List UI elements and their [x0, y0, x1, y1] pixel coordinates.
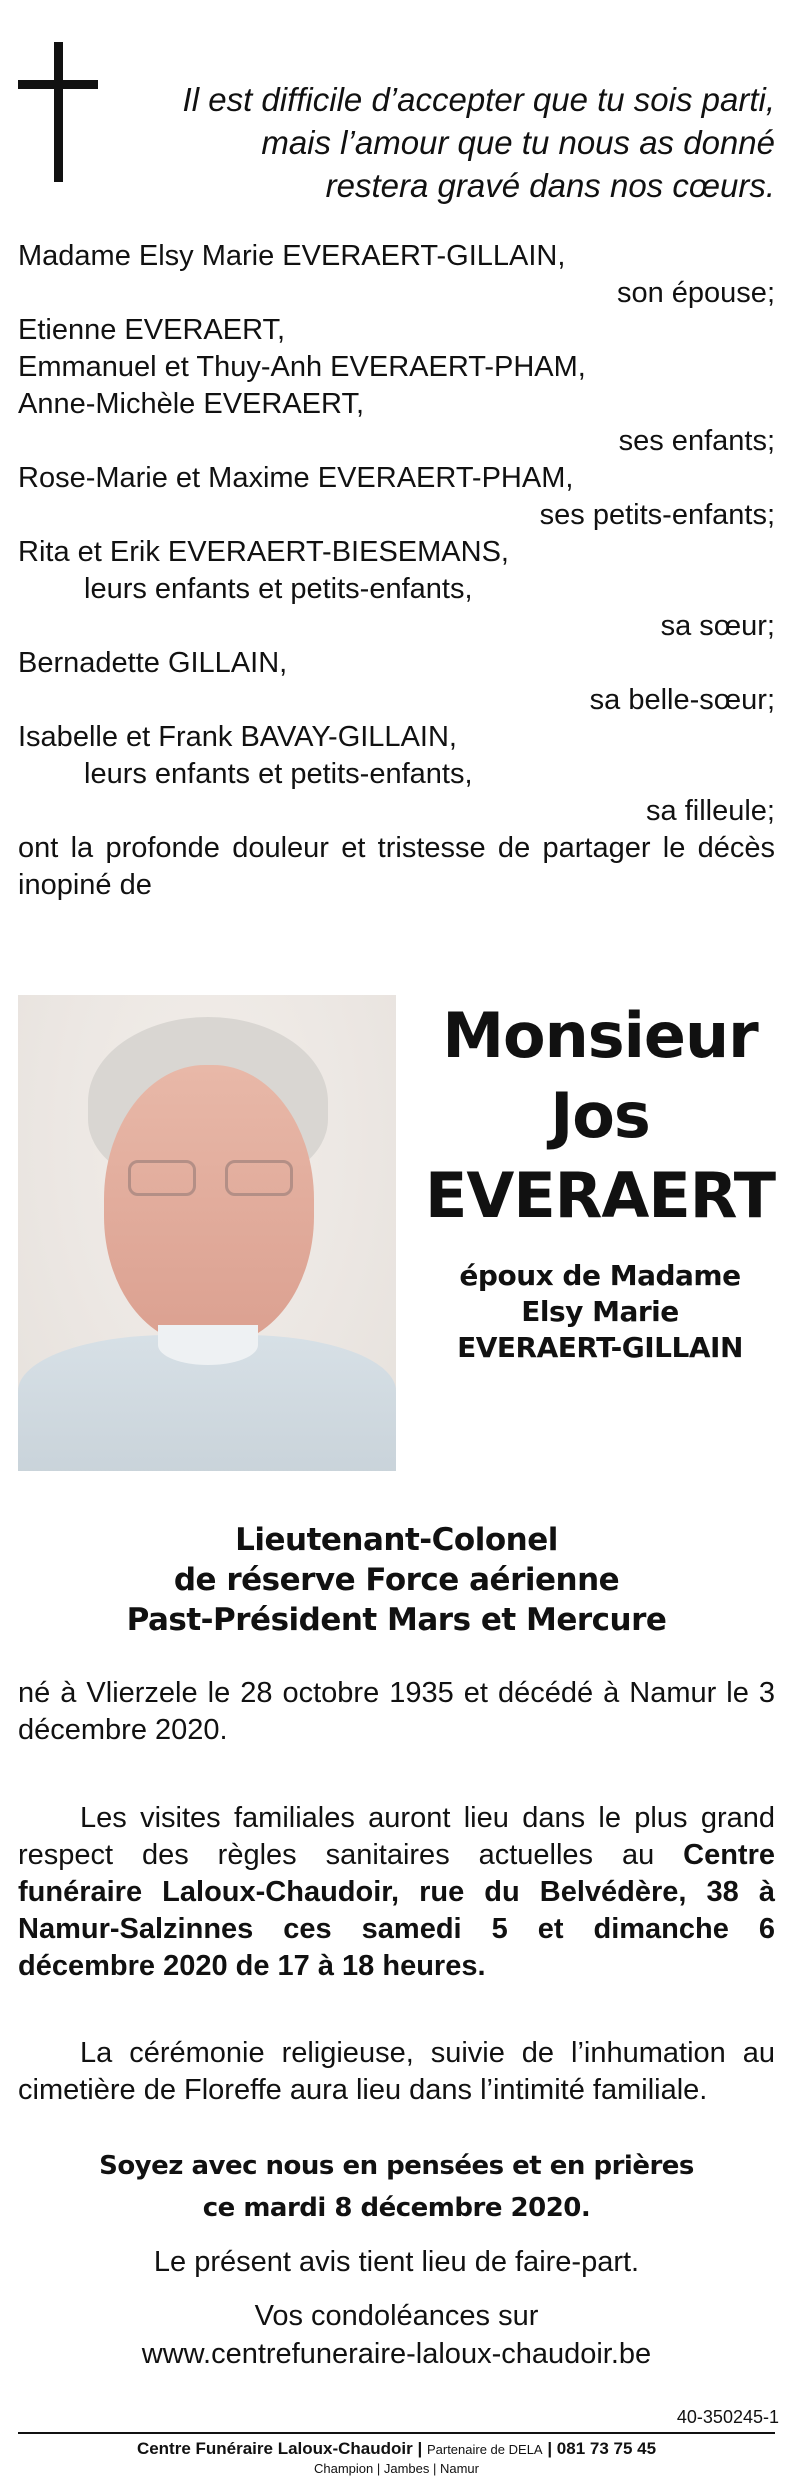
condolences-link[interactable]: www.centrefuneraire-laloux-chaudoir.be — [141, 2338, 652, 2370]
family-member: Rose-Marie et Maxime EVERAERT-PHAM, — [18, 462, 574, 494]
visits-location: Centre funéraire Laloux-Chaudoir, rue du Belvédère, 38 à Namur-Salzinnes ces samedi 5 et dimanche 6 décembre 2020 de 17 à 18 heures. — [18, 1839, 775, 1982]
closing-line: Soyez avec nous en pensées et en prières — [99, 2151, 694, 2181]
cross-icon — [18, 42, 98, 182]
partner-text: Partenaire de DELA — [426, 2442, 543, 2457]
notice-text: Le présent avis tient lieu de faire-part. — [153, 2246, 640, 2278]
footer-divider — [18, 2432, 775, 2434]
military-rank — [18, 1520, 775, 1640]
family-role: son épouse; — [616, 277, 775, 309]
family-member: Madame Elsy Marie EVERAERT-GILLAIN, — [18, 240, 566, 272]
footer-company — [18, 2438, 775, 2461]
condolences — [18, 2297, 775, 2373]
footer-locations: Champion | Jambes | Namur — [314, 2461, 479, 2476]
rank-line: Lieutenant-Colonel — [235, 1522, 558, 1558]
memorial-quote — [150, 78, 775, 207]
quote-line: Il est difficile d’accepter que tu sois parti, — [182, 81, 775, 118]
family-member: Bernadette GILLAIN, — [18, 647, 288, 679]
deceased-name — [415, 996, 785, 1236]
reference-number: 40-350245-1 — [676, 2407, 779, 2427]
visits-text: Les visites familiales auront lieu dans le plus grand respect des règles sanitaires actuelles au — [18, 1802, 775, 1871]
rank-line: Past-Président Mars et Mercure — [126, 1602, 667, 1638]
family-member: Isabelle et Frank BAVAY-GILLAIN, — [18, 721, 457, 753]
family-member: Rita et Erik EVERAERT-BIESEMANS, — [18, 536, 509, 568]
separator: | — [412, 2439, 427, 2458]
family-role: sa belle-sœur; — [589, 684, 775, 716]
last-name: EVERAERT — [424, 1159, 775, 1232]
family-list — [18, 238, 775, 904]
company-name: Centre Funéraire Laloux-Chaudoir — [136, 2439, 413, 2458]
visits-paragraph — [18, 1800, 775, 1985]
phone-number: 081 73 75 45 — [556, 2439, 657, 2458]
spouse-line: époux de Madame — [459, 1259, 741, 1292]
family-member: Emmanuel et Thuy-Anh EVERAERT-PHAM, — [18, 351, 586, 383]
first-name: Jos — [550, 1079, 650, 1152]
quote-line: mais l’amour que tu nous as donné — [261, 124, 775, 161]
family-member-sub: leurs enfants et petits-enfants, — [84, 758, 473, 790]
family-role: ses petits-enfants; — [539, 499, 775, 531]
quote-line: restera gravé dans nos cœurs. — [325, 167, 775, 204]
spouse-line: EVERAERT-GILLAIN — [457, 1331, 743, 1364]
portrait-photo — [18, 995, 396, 1471]
family-role: sa sœur; — [660, 610, 775, 642]
family-member: Etienne EVERAERT, — [18, 314, 286, 346]
family-member-sub: leurs enfants et petits-enfants, — [84, 573, 473, 605]
family-role: ses enfants; — [618, 425, 775, 457]
ceremony-paragraph: La cérémonie religieuse, suivie de l’inhumation au cimetière de Floreffe aura lieu dans l’intimité familiale. — [18, 2037, 775, 2106]
family-member: Anne-Michèle EVERAERT, — [18, 388, 365, 420]
separator: | — [542, 2439, 557, 2458]
birth-death-dates: né à Vlierzele le 28 octobre 1935 et décédé à Namur le 3 décembre 2020. — [18, 1677, 775, 1746]
announcement-intro: ont la profonde douleur et tristesse de partager le décès inopiné de — [18, 832, 775, 901]
closing-line: ce mardi 8 décembre 2020. — [202, 2193, 591, 2223]
rank-line: de réserve Force aérienne — [173, 1562, 620, 1598]
family-role: sa filleule; — [646, 795, 775, 827]
spouse-info — [415, 1258, 785, 1366]
spouse-line: Elsy Marie — [521, 1295, 679, 1328]
honorific: Monsieur — [442, 999, 758, 1072]
closing-prayer — [18, 2145, 775, 2229]
condolences-label: Vos condoléances sur — [254, 2300, 539, 2332]
